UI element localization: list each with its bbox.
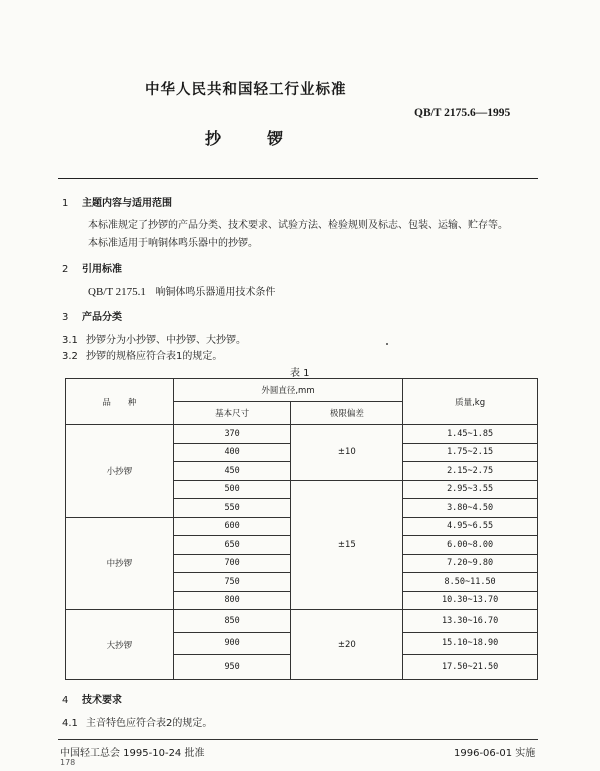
section-1-paragraph-2: 本标准适用于响铜体鸣乐器中的抄锣。 [88, 238, 258, 249]
document-title: 抄锣 [205, 129, 330, 148]
section-2-title: 引用标准 [82, 264, 122, 275]
table-row [66, 425, 538, 443]
section-1-heading [62, 194, 172, 209]
reference-standard [88, 283, 275, 298]
group-medium: 中抄锣 [66, 517, 174, 609]
deviation-medium: ±15 [291, 480, 403, 609]
clause-4-1 [62, 714, 212, 729]
size-cell: 400 [173, 443, 291, 461]
table-header-row-1 [66, 379, 538, 402]
header-basic-size: 基本尺寸 [173, 401, 291, 425]
size-cell: 500 [173, 480, 291, 498]
clause-4-1-text: 主音特色应符合表2的规定。 [86, 718, 213, 729]
size-cell: 450 [173, 462, 291, 480]
mass-cell: 13.30~16.70 [403, 610, 538, 633]
reference-title: 响铜体鸣乐器通用技术条件 [155, 287, 276, 298]
header-variety: 品 种 [66, 379, 174, 425]
spec-table [65, 378, 538, 680]
size-cell: 650 [173, 536, 291, 554]
clause-3-1-number: 3.1 [62, 335, 78, 346]
org-title: 中华人民共和国轻工行业标准 [145, 82, 347, 98]
size-cell: 550 [173, 499, 291, 517]
section-3-number: 3 [62, 312, 69, 323]
size-cell: 900 [173, 632, 291, 655]
footer-divider [58, 739, 538, 740]
effective-date: 1996-06-01 实施 [454, 748, 536, 759]
size-cell: 800 [173, 591, 291, 609]
mass-cell: 15.10~18.90 [403, 632, 538, 655]
mass-cell: 7.20~9.80 [403, 554, 538, 572]
group-large: 大抄锣 [66, 610, 174, 680]
size-cell: 370 [173, 425, 291, 443]
mass-cell: 1.45~1.85 [403, 425, 538, 443]
mass-cell: 6.00~8.00 [403, 536, 538, 554]
clause-3-2-text: 抄锣的规格应符合表1的规定。 [86, 351, 223, 362]
mass-cell: 2.95~3.55 [403, 480, 538, 498]
header-limit-deviation: 极限偏差 [291, 401, 403, 425]
approval-info: 中国轻工总会 1995-10-24 批准 [60, 748, 205, 759]
standard-code: QB/T 2175.6—1995 [414, 107, 511, 119]
clause-3-2 [62, 347, 222, 362]
clause-3-1-text: 抄锣分为小抄锣、中抄锣、大抄锣。 [86, 335, 246, 346]
section-4-title: 技术要求 [82, 695, 122, 706]
clause-3-1 [62, 331, 246, 346]
clause-4-1-number: 4.1 [62, 718, 78, 729]
mass-cell: 2.15~2.75 [403, 462, 538, 480]
section-2-heading [62, 260, 122, 275]
section-4-number: 4 [62, 695, 69, 706]
section-1-title: 主题内容与适用范围 [82, 198, 172, 209]
deviation-small: ±10 [291, 425, 403, 480]
section-1-number: 1 [62, 198, 69, 209]
mass-cell: 4.95~6.55 [403, 517, 538, 535]
group-small: 小抄锣 [66, 425, 174, 517]
size-cell: 750 [173, 573, 291, 591]
table-row [66, 610, 538, 633]
mass-cell: 1.75~2.15 [403, 443, 538, 461]
section-2-number: 2 [62, 264, 69, 275]
section-1-paragraph-1: 本标准规定了抄锣的产品分类、技术要求、试验方法、检验规则及标志、包装、运输、贮存等。 [88, 220, 508, 231]
mass-cell: 10.30~13.70 [403, 591, 538, 609]
reference-code: QB/T 2175.1 [88, 286, 146, 298]
section-4-heading [62, 691, 122, 706]
mass-cell: 17.50~21.50 [403, 655, 538, 680]
size-cell: 850 [173, 610, 291, 633]
header-mass: 质量,kg [403, 379, 538, 425]
deviation-large: ±20 [291, 610, 403, 680]
clause-3-2-number: 3.2 [62, 351, 78, 362]
mass-cell: 8.50~11.50 [403, 573, 538, 591]
size-cell: 700 [173, 554, 291, 572]
page-number: 178 [60, 758, 76, 767]
size-cell: 950 [173, 655, 291, 680]
scan-speck [386, 343, 388, 345]
section-3-title: 产品分类 [82, 312, 122, 323]
header-diameter-group: 外圆直径,mm [173, 379, 402, 402]
section-3-heading [62, 308, 122, 323]
mass-cell: 3.80~4.50 [403, 499, 538, 517]
size-cell: 600 [173, 517, 291, 535]
table-1-caption: 表 1 [290, 368, 310, 379]
header-divider [58, 178, 538, 179]
